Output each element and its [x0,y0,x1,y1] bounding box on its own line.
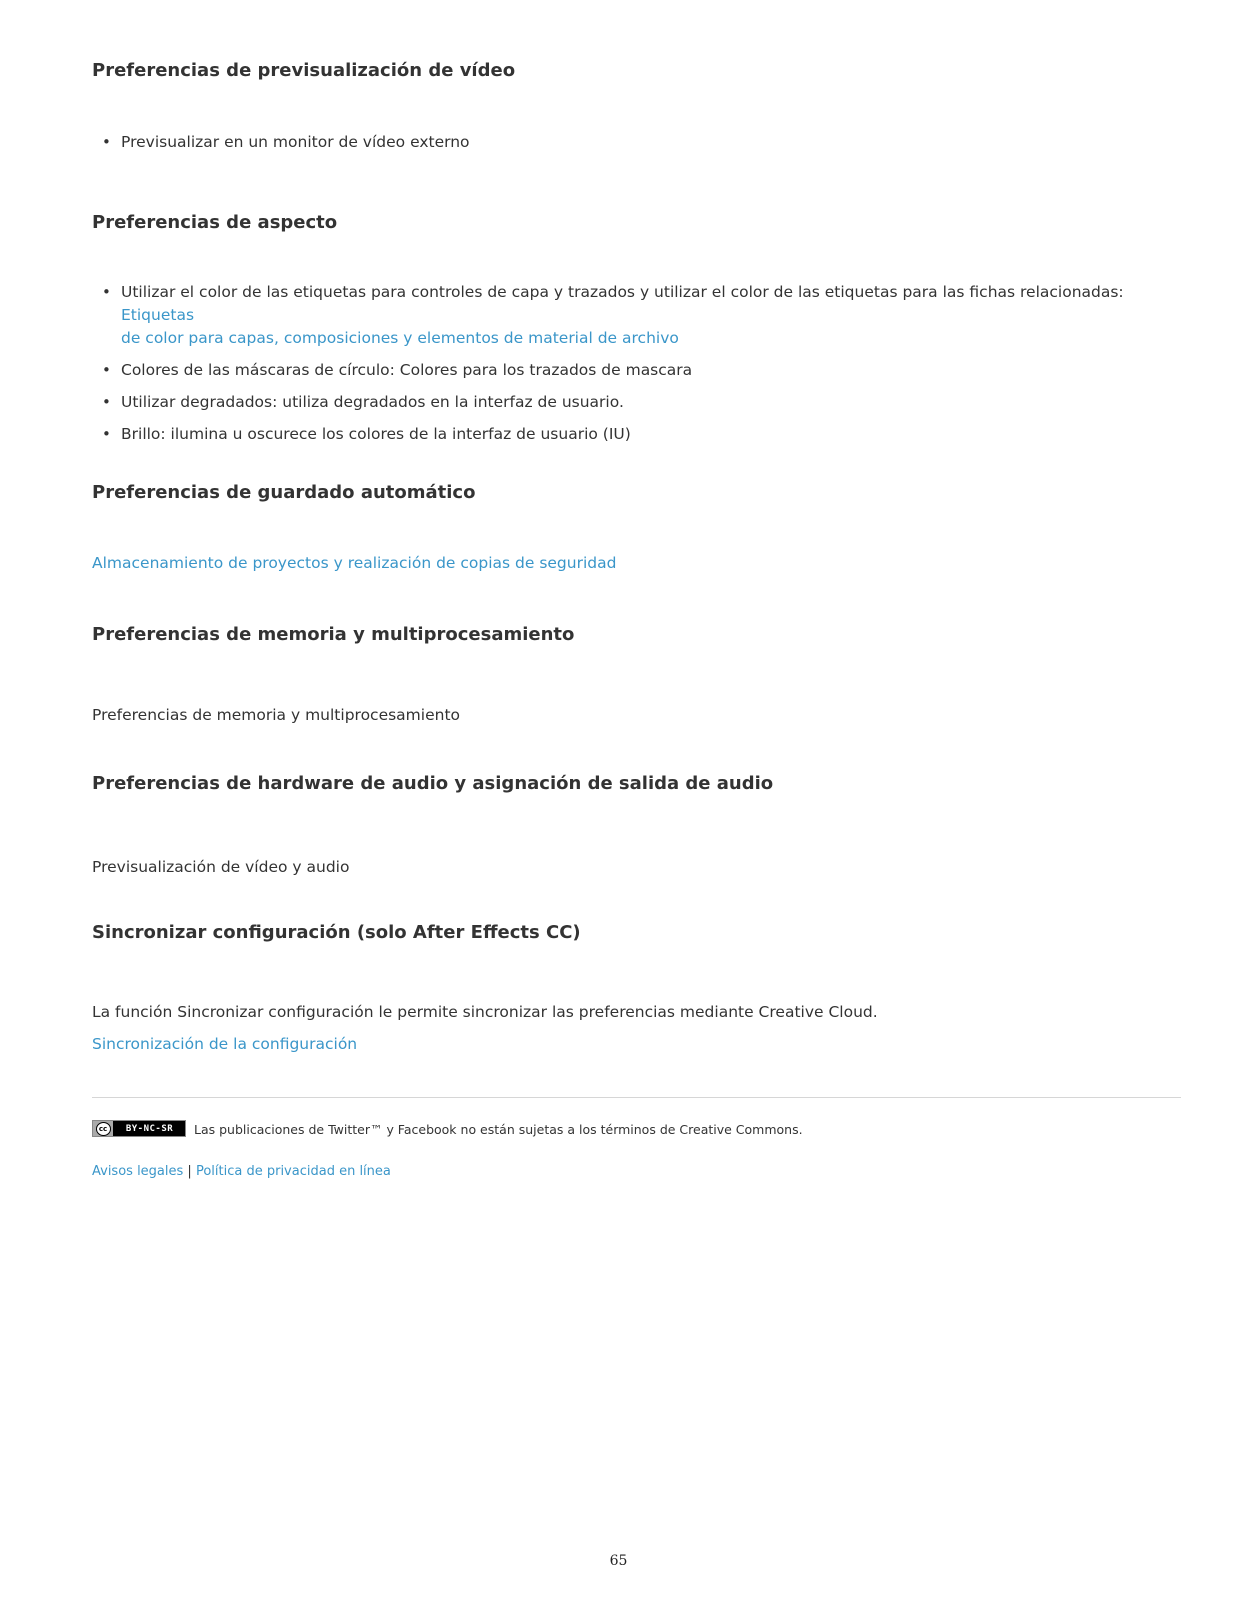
footer-note: Las publicaciones de Twitter™ y Facebook no están sujetas a los términos de Creative Commons. [194,1122,803,1137]
bullet-icon: • [102,393,111,411]
video-preview-list [92,131,1182,154]
bullet-icon: • [102,283,111,301]
footer-separator: | [187,1164,192,1179]
audio-text: Previsualización de vídeo y audio [92,858,350,876]
link-color-labels[interactable]: Etiquetas [121,306,195,324]
cc-icon: cc [93,1121,114,1136]
heading-autosave: Preferencias de guardado automático [92,482,476,503]
appearance-item-label-colors: Utilizar el color de las etiquetas para controles de capa y trazados y utilizar el color de las etiquetas para las fichas relacionadas: [121,283,1124,301]
creative-commons-badge[interactable] [92,1120,186,1137]
heading-memory: Preferencias de memoria y multiprocesamiento [92,624,575,645]
list-item [92,281,1182,350]
list-item: • Previsualizar en un monitor de vídeo externo [92,131,1182,154]
heading-sync: Sincronizar configuración (solo After Effects CC) [92,922,581,943]
privacy-policy-link[interactable]: Política de privacidad en línea [195,1164,391,1179]
list-item: • Colores de las máscaras de círculo: Colores para los trazados de mascara [92,359,1182,382]
list-item: • Brillo: ilumina u oscurece los colores de la interfaz de usuario (IU) [92,423,1182,446]
page-number: 65 [609,1553,628,1569]
legal-notices-link[interactable]: Avisos legales [92,1164,184,1179]
bullet-icon: • [102,361,111,379]
appearance-list [92,281,1182,446]
bullet-icon: • [102,133,111,151]
footer-links [92,1164,391,1179]
memory-text: Preferencias de memoria y multiprocesamiento [92,706,461,724]
cc-terms-label: BY-NC-SR [125,1123,174,1134]
footer-divider [92,1097,1181,1098]
link-color-labels-cont[interactable]: de color para capas, composiciones y elementos de material de archivo [121,329,679,347]
sync-text: La función Sincronizar configuración le permite sincronizar las preferencias mediante Creative Cloud. [92,1003,878,1021]
bullet-icon: • [102,425,111,443]
heading-audio: Preferencias de hardware de audio y asignación de salida de audio [92,773,774,794]
link-sync[interactable]: Sincronización de la configuración [92,1035,358,1053]
link-autosave[interactable]: Almacenamiento de proyectos y realización de copias de seguridad [92,554,617,572]
list-item: • Utilizar degradados: utiliza degradados en la interfaz de usuario. [92,391,1182,414]
heading-video-preview: Preferencias de previsualización de vídeo [92,60,516,81]
heading-appearance: Preferencias de aspecto [92,212,338,233]
